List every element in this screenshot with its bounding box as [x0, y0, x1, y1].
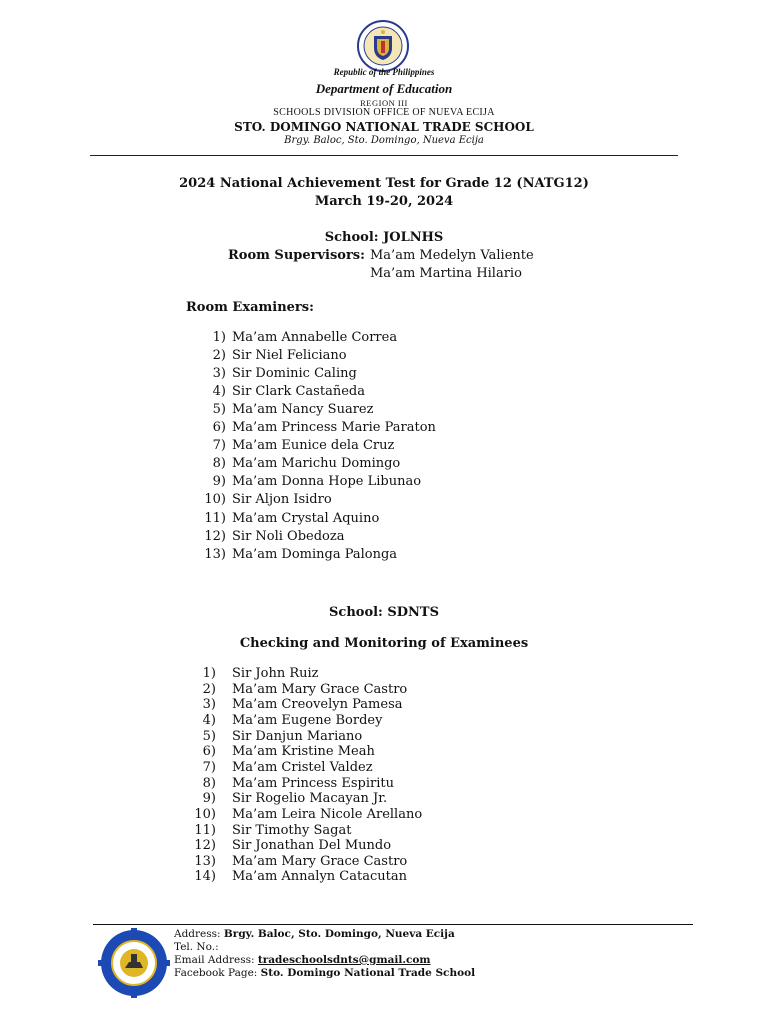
checking-heading: Checking and Monitoring of Examinees — [239, 636, 529, 651]
school-name: STO. DOMINGO NATIONAL TRADE SCHOOL — [234, 120, 534, 134]
examiner-name: Ma’am Dominga Palonga — [232, 546, 398, 562]
school-address: Brgy. Baloc, Sto. Domingo, Nueva Ecija — [284, 135, 484, 146]
department-name: Department of Education — [315, 81, 453, 96]
examiner-name: Sir Niel Feliciano — [232, 348, 347, 364]
examiner-number: 4) — [212, 384, 226, 400]
checker-name: Ma’am Annalyn Catacutan — [232, 869, 407, 885]
examiner-number: 9) — [212, 474, 226, 490]
checker-name: Ma’am Leira Nicole Arellano — [232, 806, 423, 822]
checker-number: 7) — [202, 759, 216, 775]
checker-name: Sir Rogelio Macayan Jr. — [232, 791, 388, 807]
checker-name: Ma’am Eugene Bordey — [232, 712, 383, 728]
examiner-number: 11) — [204, 510, 226, 526]
examiner-number: 2) — [212, 348, 226, 364]
examiner-name: Ma’am Eunice dela Cruz — [232, 438, 395, 454]
deped-seal-icon — [357, 20, 409, 72]
supervisor-2: Ma’am Martina Hilario — [370, 266, 522, 281]
footer-email-link[interactable]: tradeschoolsdnts@gmail.com — [257, 954, 431, 966]
examiner-number: 1) — [212, 330, 226, 345]
examiner-number: 5) — [212, 402, 226, 418]
checker-name: Sir Danjun Mariano — [232, 728, 363, 744]
footer-address-label: Address: — [174, 928, 221, 940]
checker-name: Sir John Ruiz — [232, 666, 319, 681]
checker-name: Ma’am Mary Grace Castro — [232, 853, 408, 869]
school-sdnts-label: School: SDNTS — [329, 605, 439, 620]
footer-divider — [93, 924, 693, 925]
examiner-name: Sir Noli Obedoza — [232, 528, 345, 544]
header-divider — [90, 155, 678, 156]
checker-number: 4) — [202, 712, 216, 728]
checker-number: 14) — [194, 869, 216, 885]
footer-email — [174, 954, 431, 966]
checker-number: 2) — [202, 681, 216, 697]
examiner-number: 10) — [204, 492, 226, 508]
checker-number: 8) — [202, 775, 216, 791]
examiner-name: Sir Clark Castañeda — [232, 384, 365, 400]
examiner-number: 7) — [212, 438, 226, 454]
supervisor-1: Ma’am Medelyn Valiente — [370, 248, 534, 263]
footer-email-label: Email Address: — [174, 954, 255, 966]
examiner-name: Ma’am Nancy Suarez — [232, 402, 374, 418]
checker-number: 3) — [202, 697, 216, 713]
school-jolnhs-label: School: JOLNHS — [324, 230, 444, 245]
checker-number: 9) — [202, 791, 216, 807]
footer-address-value: Brgy. Baloc, Sto. Domingo, Nueva Ecija — [223, 928, 455, 940]
footer-tel: Tel. No.: — [174, 941, 219, 953]
examiner-name: Ma’am Princess Marie Paraton — [232, 420, 436, 436]
checker-name: Ma’am Mary Grace Castro — [232, 681, 408, 697]
checker-name: Ma’am Creovelyn Pamesa — [232, 697, 403, 713]
examiner-name: Ma’am Marichu Domingo — [232, 456, 401, 472]
document-title: 2024 National Achievement Test for Grade 12 (NATG12) — [179, 176, 589, 191]
examiner-name: Ma’am Annabelle Correa — [232, 330, 398, 345]
room-examiners-label: Room Examiners: — [186, 300, 314, 315]
examiner-name: Sir Aljon Isidro — [232, 492, 332, 508]
republic-line: Republic of the Philippines — [333, 67, 435, 77]
school-logo-icon — [96, 928, 172, 998]
checker-name: Sir Timothy Sagat — [232, 822, 352, 838]
examiner-name: Ma’am Crystal Aquino — [232, 510, 380, 526]
examiner-number: 8) — [212, 456, 226, 472]
examiner-number: 3) — [212, 366, 226, 382]
checker-name: Sir Jonathan Del Mundo — [232, 838, 392, 854]
examiner-number: 13) — [204, 546, 226, 562]
examiner-number: 12) — [204, 528, 226, 544]
checker-number: 10) — [194, 806, 216, 822]
examiner-name: Sir Dominic Caling — [232, 366, 357, 382]
checker-number: 11) — [194, 822, 216, 838]
checker-name: Ma’am Princess Espiritu — [232, 775, 394, 791]
checker-number: 13) — [194, 853, 216, 869]
checker-number: 1) — [202, 666, 216, 681]
footer-facebook-value: Sto. Domingo National Trade School — [260, 967, 476, 979]
footer-address — [174, 928, 455, 940]
checker-name: Ma’am Kristine Meah — [232, 744, 375, 760]
examiner-number: 6) — [212, 420, 226, 436]
checker-number: 5) — [202, 728, 216, 744]
footer-facebook — [174, 967, 475, 979]
examiner-name: Ma’am Donna Hope Libunao — [232, 474, 422, 490]
checker-name: Ma’am Cristel Valdez — [232, 759, 373, 775]
division-line: SCHOOLS DIVISION OFFICE OF NUEVA ECIJA — [273, 107, 495, 118]
checker-number: 12) — [194, 838, 216, 854]
region-line: REGION III — [360, 98, 408, 108]
footer-facebook-label: Facebook Page: — [174, 967, 258, 979]
document-date: March 19-20, 2024 — [314, 194, 454, 209]
room-supervisors-label: Room Supervisors: — [228, 248, 365, 263]
checker-number: 6) — [202, 744, 216, 760]
